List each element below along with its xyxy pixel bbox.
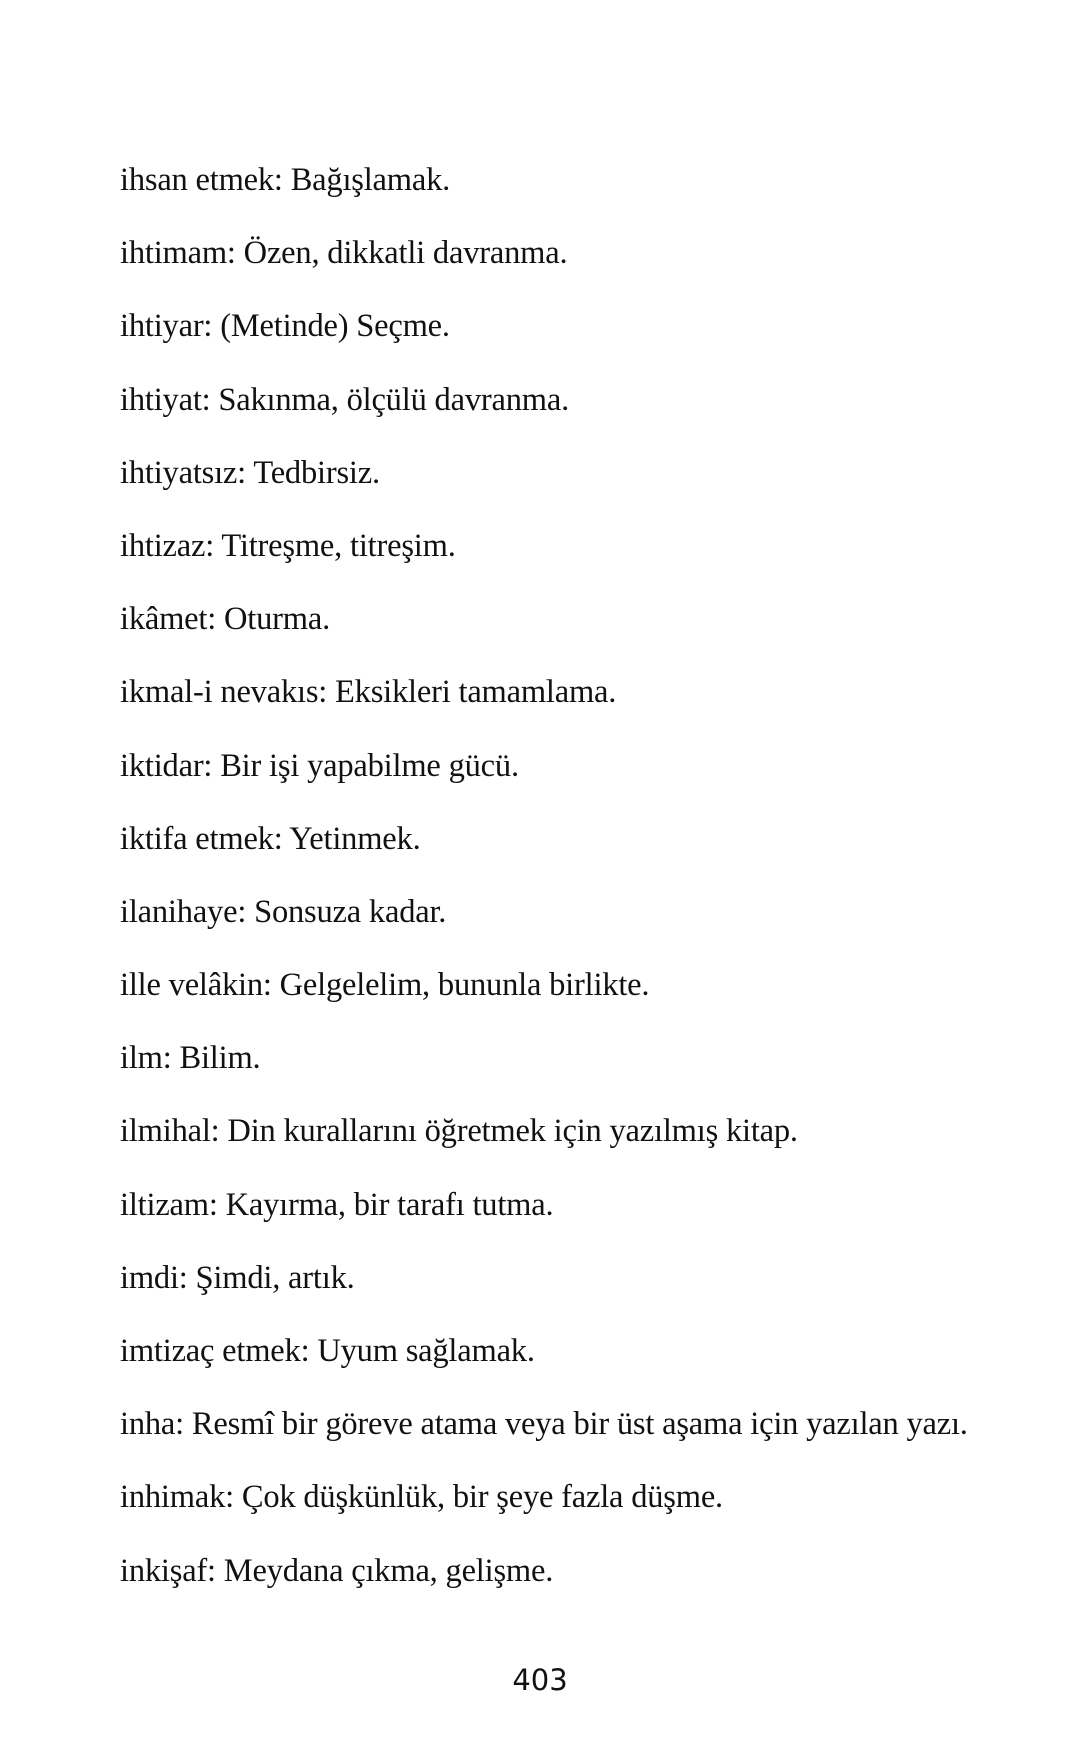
glossary-entry: iktidar: Bir işi yapabilme gücü. — [120, 747, 519, 784]
glossary-entry: ihtimam: Özen, dikkatli davranma. — [120, 235, 568, 272]
glossary-entry: iktifa etmek: Yetinmek. — [120, 820, 421, 857]
glossary-entry: inha: Resmî bir göreve atama veya bir üst aşama için yazılan yazı. — [120, 1406, 968, 1443]
glossary-entry: ikmal-i nevakıs: Eksikleri tamamlama. — [120, 674, 617, 711]
glossary-entry: ihtiyat: Sakınma, ölçülü davranma. — [120, 381, 569, 418]
glossary-entry: ihsan etmek: Bağışlamak. — [120, 162, 451, 198]
glossary-entry: ilmihal: Din kurallarını öğretmek için yazılmış kitap. — [120, 1113, 798, 1150]
glossary-entry: ilm: Bilim. — [120, 1040, 261, 1077]
glossary-entry: inhimak: Çok düşkünlük, bir şeye fazla düşme. — [120, 1479, 723, 1516]
glossary-entry: ihtizaz: Titreşme, titreşim. — [120, 527, 456, 564]
glossary-entry: ihtiyar: (Metinde) Seçme. — [120, 308, 450, 345]
page-number: 403 — [512, 1663, 568, 1697]
glossary-list — [120, 154, 1020, 1618]
glossary-entry: ikâmet: Oturma. — [120, 601, 330, 638]
glossary-entry: ilanihaye: Sonsuza kadar. — [120, 893, 447, 930]
glossary-entry: ille velâkin: Gelgelelim, bununla birlikte. — [120, 967, 650, 1004]
glossary-entry: imtizaç etmek: Uyum sağlamak. — [120, 1333, 535, 1369]
glossary-entry: inkişaf: Meydana çıkma, gelişme. — [120, 1552, 554, 1589]
glossary-entry: imdi: Şimdi, artık. — [120, 1259, 355, 1296]
glossary-entry: ihtiyatsız: Tedbirsiz. — [120, 454, 380, 491]
glossary-entry: iltizam: Kayırma, bir tarafı tutma. — [120, 1186, 554, 1223]
